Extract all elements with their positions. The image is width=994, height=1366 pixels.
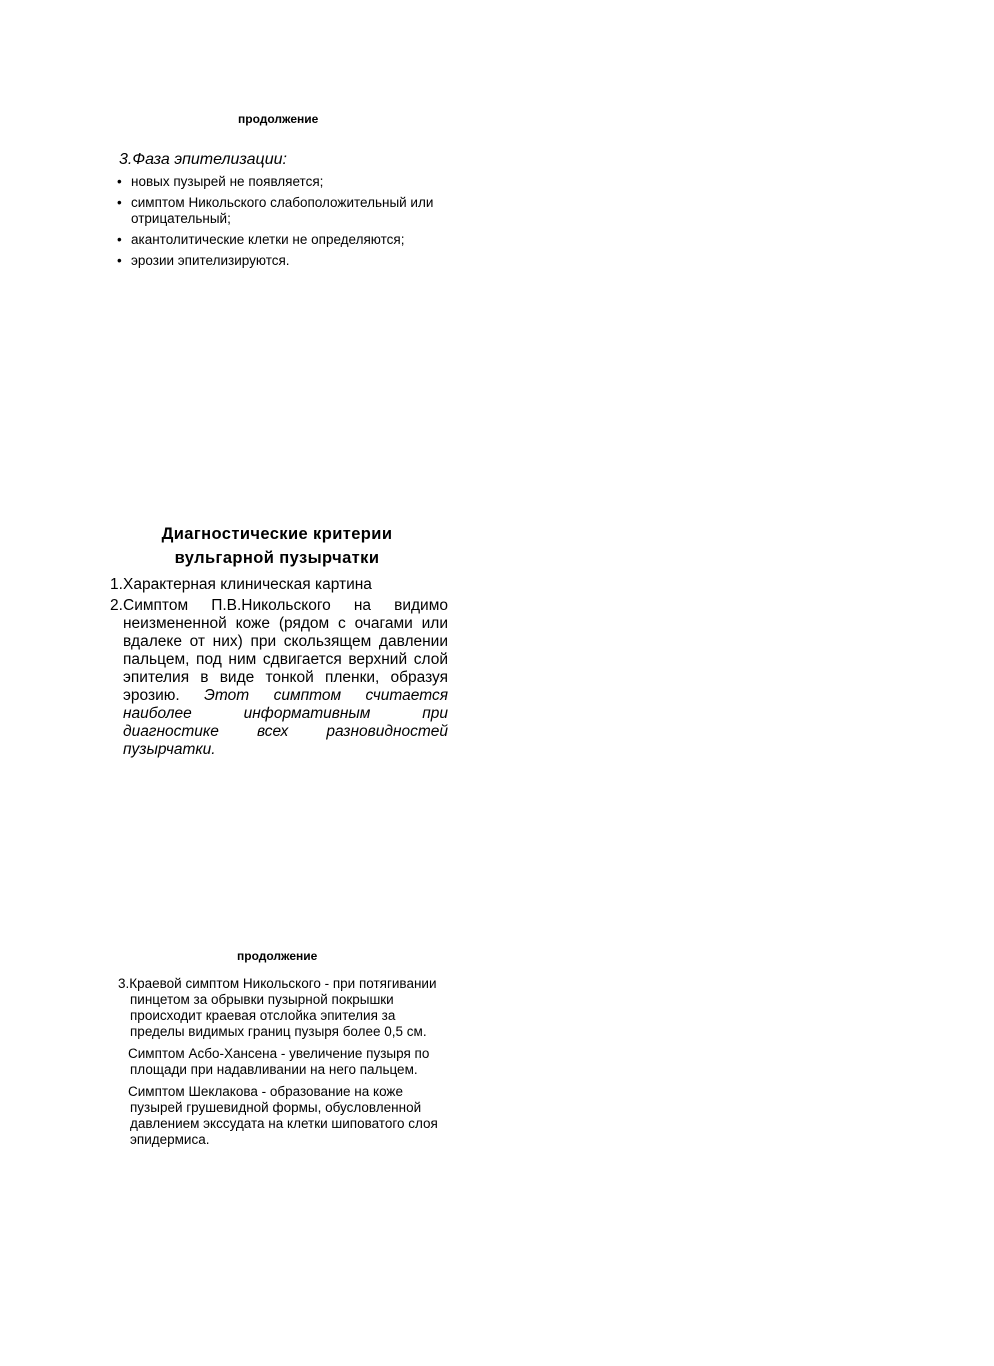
criteria-title-line2: вульгарной пузырчатки bbox=[174, 549, 380, 567]
symptom-paragraph: Симптом Асбо-Хансена - увеличение пузыря по площади при надавливании на него пальцем. bbox=[128, 1046, 430, 1077]
list-item-text: акантолитические клетки не определяются; bbox=[131, 232, 405, 247]
list-item bbox=[117, 232, 447, 248]
list-item bbox=[110, 597, 448, 759]
bullet-icon: • bbox=[117, 195, 122, 210]
list-item bbox=[117, 195, 447, 227]
list-item bbox=[117, 253, 447, 269]
bullet-icon: • bbox=[117, 174, 122, 189]
criteria-title-line1: Диагностические критерии bbox=[161, 525, 393, 543]
list-item-text: новых пузырей не появляется; bbox=[131, 174, 324, 189]
continuation-label: продолжение bbox=[237, 949, 318, 963]
list-item-emphasis: Этот симптом считается наиболее информативным при диагностике всех разновидностей пузырчатки. bbox=[123, 687, 448, 758]
list-item-number: 2. bbox=[110, 597, 123, 614]
symptom-paragraph: 3.Краевой симптом Никольского - при потягивании пинцетом за обрывки пузырной покрышки происходит краевая отслойка эпителия за пределы видимых границ пузыря более 0,5 см. bbox=[118, 976, 437, 1039]
list-item-text: Симптом П.В.Никольского на видимо неизмененной коже (рядом с очагами или вдалеке от них) при скользящем давлении пальцем, под ним сдвигается верхний слой эпителия в виде тонкой пленки, образуя эрозию. bbox=[123, 597, 448, 704]
symptom-paragraph: Симптом Шеклакова - образование на коже пузырей грушевидной формы, обусловленной давлением экссудата на клетки шиповатого слоя эпидермиса. bbox=[128, 1084, 438, 1147]
list-item-text: Характерная клиническая картина bbox=[123, 576, 372, 593]
symptoms-block bbox=[118, 976, 448, 1154]
list-item-number: 1. bbox=[110, 576, 123, 593]
bullet-icon: • bbox=[117, 232, 122, 247]
phase-heading: 3.Фаза эпителизации: bbox=[119, 151, 287, 168]
criteria-title bbox=[110, 522, 444, 570]
continuation-label: продолжение bbox=[238, 112, 319, 126]
list-item-text: эрозии эпителизируются. bbox=[131, 253, 290, 268]
list-item bbox=[117, 174, 447, 190]
criteria-list bbox=[110, 576, 448, 762]
list-item-text: симптом Никольского слабоположительный или отрицательный; bbox=[131, 195, 434, 226]
bullet-icon: • bbox=[117, 253, 122, 268]
list-item bbox=[110, 576, 448, 594]
phase-bullet-list bbox=[117, 174, 447, 274]
